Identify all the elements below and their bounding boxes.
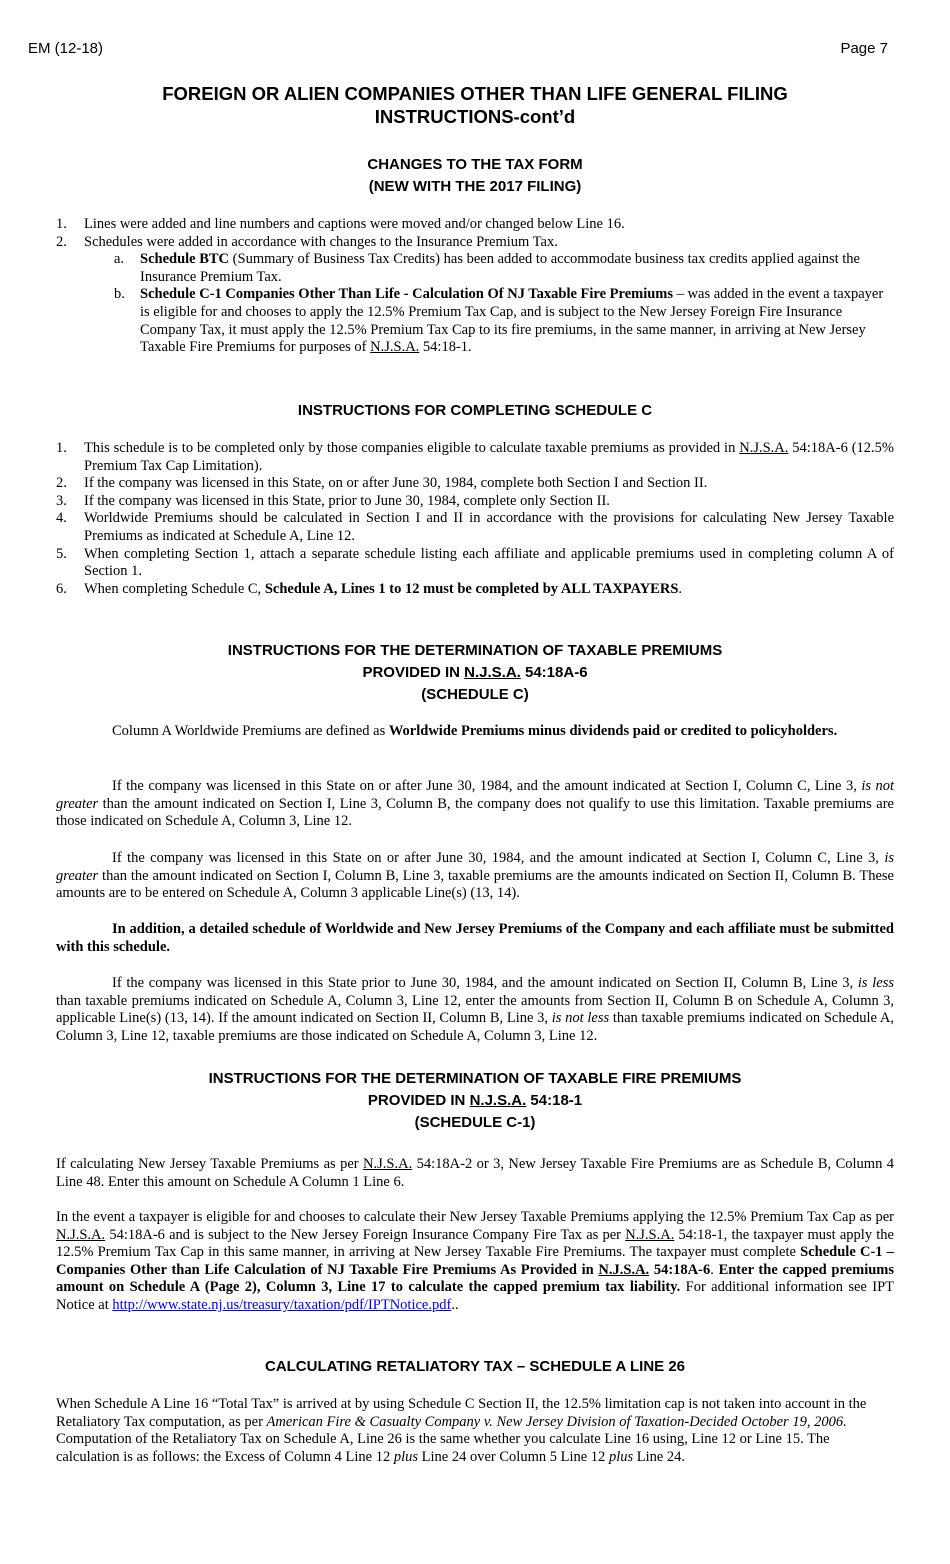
- sub-list-item: b. Schedule C-1 Companies Other Than Life - Calculation Of NJ Taxable Fire Premiums – was added in the event a taxpayer is eligible for and chooses to apply the 12.5% Premium Tax Cap, and is subject to the New Jersey Foreign Fire Insurance Company Tax, it must apply the 12.5% Premium Tax Cap to its fire premiums, in the same manner, in arriving at New Jersey Taxable Fire Premiums for purposes of N.J.S.A. 54:18-1.: [114, 286, 884, 356]
- changes-heading-line1: CHANGES TO THE TAX FORM: [367, 156, 583, 173]
- fire-heading-line2: PROVIDED IN N.J.S.A. 54:18-1: [367, 1092, 583, 1109]
- main-title-line2: INSTRUCTIONS-cont’d: [374, 106, 576, 127]
- list-item: 3. If the company was licensed in this State, prior to June 30, 1984, complete only Section II.: [56, 492, 610, 509]
- taxable-paragraph-1: Column A Worldwide Premiums are defined as Worldwide Premiums minus dividends paid or credited to policyholders.: [112, 723, 838, 739]
- taxable-heading-line3: (SCHEDULE C): [421, 686, 529, 703]
- taxable-paragraph-5: If the company was licensed in this State prior to June 30, 1984, and the amount indicated on Section II, Column B, Line 3, is less than taxable premiums indicated on Schedule A, Column 3, Line 12, enter the amounts from Section II, Column B on Schedule A, Column 3, applicable Line(s) (13, 14). If the amount indicated on Section II, Column B, Line 3, is not less than taxable premiums indicated on Schedule A, Column 3, Line 12, taxable premiums are those indicated on Schedule A, Column 3, Line 12.: [56, 975, 894, 1044]
- list-item: 6. When completing Schedule C, Schedule A, Lines 1 to 12 must be completed by ALL TAXPAYERS.: [56, 580, 683, 597]
- page-number: Page 7: [840, 40, 888, 57]
- taxable-paragraph-4: In addition, a detailed schedule of Worldwide and New Jersey Premiums of the Company and each affiliate must be submitted with this schedule.: [56, 921, 894, 955]
- taxable-paragraph-2: If the company was licensed in this State on or after June 30, 1984, and the amount indicated at Section I, Column C, Line 3, is not greater than the amount indicated on Section I, Line 3, Column B, the company does not qualify to use this limitation. Taxable premiums are those indicated on Schedule A, Column 3, Line 12.: [56, 778, 895, 830]
- main-title: [0, 82, 950, 128]
- fire-premiums-heading: [0, 1068, 950, 1134]
- fire-paragraph-2: In the event a taxpayer is eligible for and chooses to calculate their New Jersey Taxable Premiums applying the 12.5% Premium Tax Cap as per N.J.S.A. 54:18A-6 and is subject to the New Jersey Foreign Insurance Company Fire Tax as per N.J.S.A. 54:18-1, the taxpayer must apply the 12.5% Premium Tax Cap in this same manner, in arriving at New Jersey Taxable Fire Premiums. The taxpayer must complete Schedule C-1 – Companies Other than Life Calculation of NJ Taxable Fire Premiums As Provided in N.J.S.A. 54:18A-6. Enter the capped premiums amount on Schedule A (Page 2), Column 3, Line 17 to calculate the capped premium tax liability. For additional information see IPT Notice at http://www.state.nj.us/treasury/taxation/pdf/IPTNotice.pdf..: [56, 1209, 895, 1313]
- taxable-heading-line1: INSTRUCTIONS FOR THE DETERMINATION OF TAXABLE PREMIUMS: [227, 642, 723, 659]
- fire-heading-line1: INSTRUCTIONS FOR THE DETERMINATION OF TAXABLE FIRE PREMIUMS: [208, 1070, 742, 1087]
- taxable-premiums-heading: [0, 640, 950, 706]
- taxable-paragraph-3: If the company was licensed in this State on or after June 30, 1984, and the amount indicated at Section I, Column C, Line 3, is greater than the amount indicated on Section I, Column B, Line 3, taxable premiums are the amounts indicated on Section II, Column B. These amounts are to be entered on Schedule A, Column 3 applicable Line(s) (13, 14).: [56, 850, 894, 902]
- schedule-c-list: [56, 440, 894, 598]
- sub-list-item: a. Schedule BTC (Summary of Business Tax Credits) has been added to accommodate business tax credits applied against the Insurance Premium Tax.: [114, 251, 860, 285]
- changes-heading: [0, 154, 950, 198]
- main-title-line1: FOREIGN OR ALIEN COMPANIES OTHER THAN LIFE GENERAL FILING: [162, 83, 788, 104]
- list-item: 1. Lines were added and line numbers and captions were moved and/or changed below Line 16.: [56, 216, 625, 232]
- form-code: EM (12-18): [28, 40, 104, 57]
- list-item: 2. If the company was licensed in this State, on or after June 30, 1984, complete both Section I and Section II.: [56, 475, 708, 492]
- list-item: 1. This schedule is to be completed only by those companies eligible to calculate taxable premiums as provided in N.J.S.A. 54:18A-6 (12.5% Premium Tax Cap Limitation).: [56, 440, 894, 474]
- fire-paragraph-1: If calculating New Jersey Taxable Premiums as per N.J.S.A. 54:18A-2 or 3, New Jersey Taxable Fire Premiums are as Schedule B, Column 4 Line 48. Enter this amount on Schedule A Column 1 Line 6.: [56, 1156, 894, 1190]
- retaliatory-heading: CALCULATING RETALIATORY TAX – SCHEDULE A LINE 26: [264, 1358, 686, 1375]
- list-item: 5. When completing Section 1, attach a separate schedule listing each affiliate and applicable premiums used in completing column A of Section 1.: [56, 545, 894, 580]
- list-item: 4. Worldwide Premiums should be calculated in Section I and II in accordance with the provisions for calculating New Jersey Taxable Premiums as indicated at Schedule A, Line 12.: [56, 510, 894, 544]
- schedule-c-heading: INSTRUCTIONS FOR COMPLETING SCHEDULE C: [297, 402, 653, 419]
- changes-heading-line2: (NEW WITH THE 2017 FILING): [368, 178, 582, 195]
- list-item: 2. Schedules were added in accordance with changes to the Insurance Premium Tax. a. Schedule BTC (Summary of Business Tax Credits) has been added to accommodate business tax credits applied against the Insurance Premium Tax. b. Schedule C-1 Companies Other Than Life - Calculation Of NJ Taxable Fire Premiums – was added in the event a taxpayer is eligible for and chooses to apply the 12.5% Premium Tax Cap, and is subject to the New Jersey Foreign Fire Insurance Company Tax, it must apply the 12.5% Premium Tax Cap to its fire premiums, in the same manner, in arriving at New Jersey Taxable Fire Premiums for purposes of N.J.S.A. 54:18-1.: [56, 234, 894, 357]
- retaliatory-paragraph: When Schedule A Line 16 “Total Tax” is arrived at by using Schedule C Section II, the 12.5% limitation cap is not taken into account in the Retaliatory Tax computation, as per American Fire & Casualty Company v. New Jersey Division of Taxation-Decided October 19, 2006. Computation of the Retaliatory Tax on Schedule A, Line 26 is the same whether you calculate Line 16 using, Line 12 or Line 15. The calculation is as follows: the Excess of Column 4 Line 12 plus Line 24 over Column 5 Line 12 plus Line 24.: [56, 1396, 867, 1465]
- changes-list: [56, 216, 894, 357]
- ipt-notice-link[interactable]: http://www.state.nj.us/treasury/taxation/pdf/IPTNotice.pdf: [112, 1296, 452, 1313]
- taxable-heading-line2: PROVIDED IN N.J.S.A. 54:18A-6: [362, 664, 588, 681]
- fire-heading-line3: (SCHEDULE C-1): [414, 1114, 536, 1131]
